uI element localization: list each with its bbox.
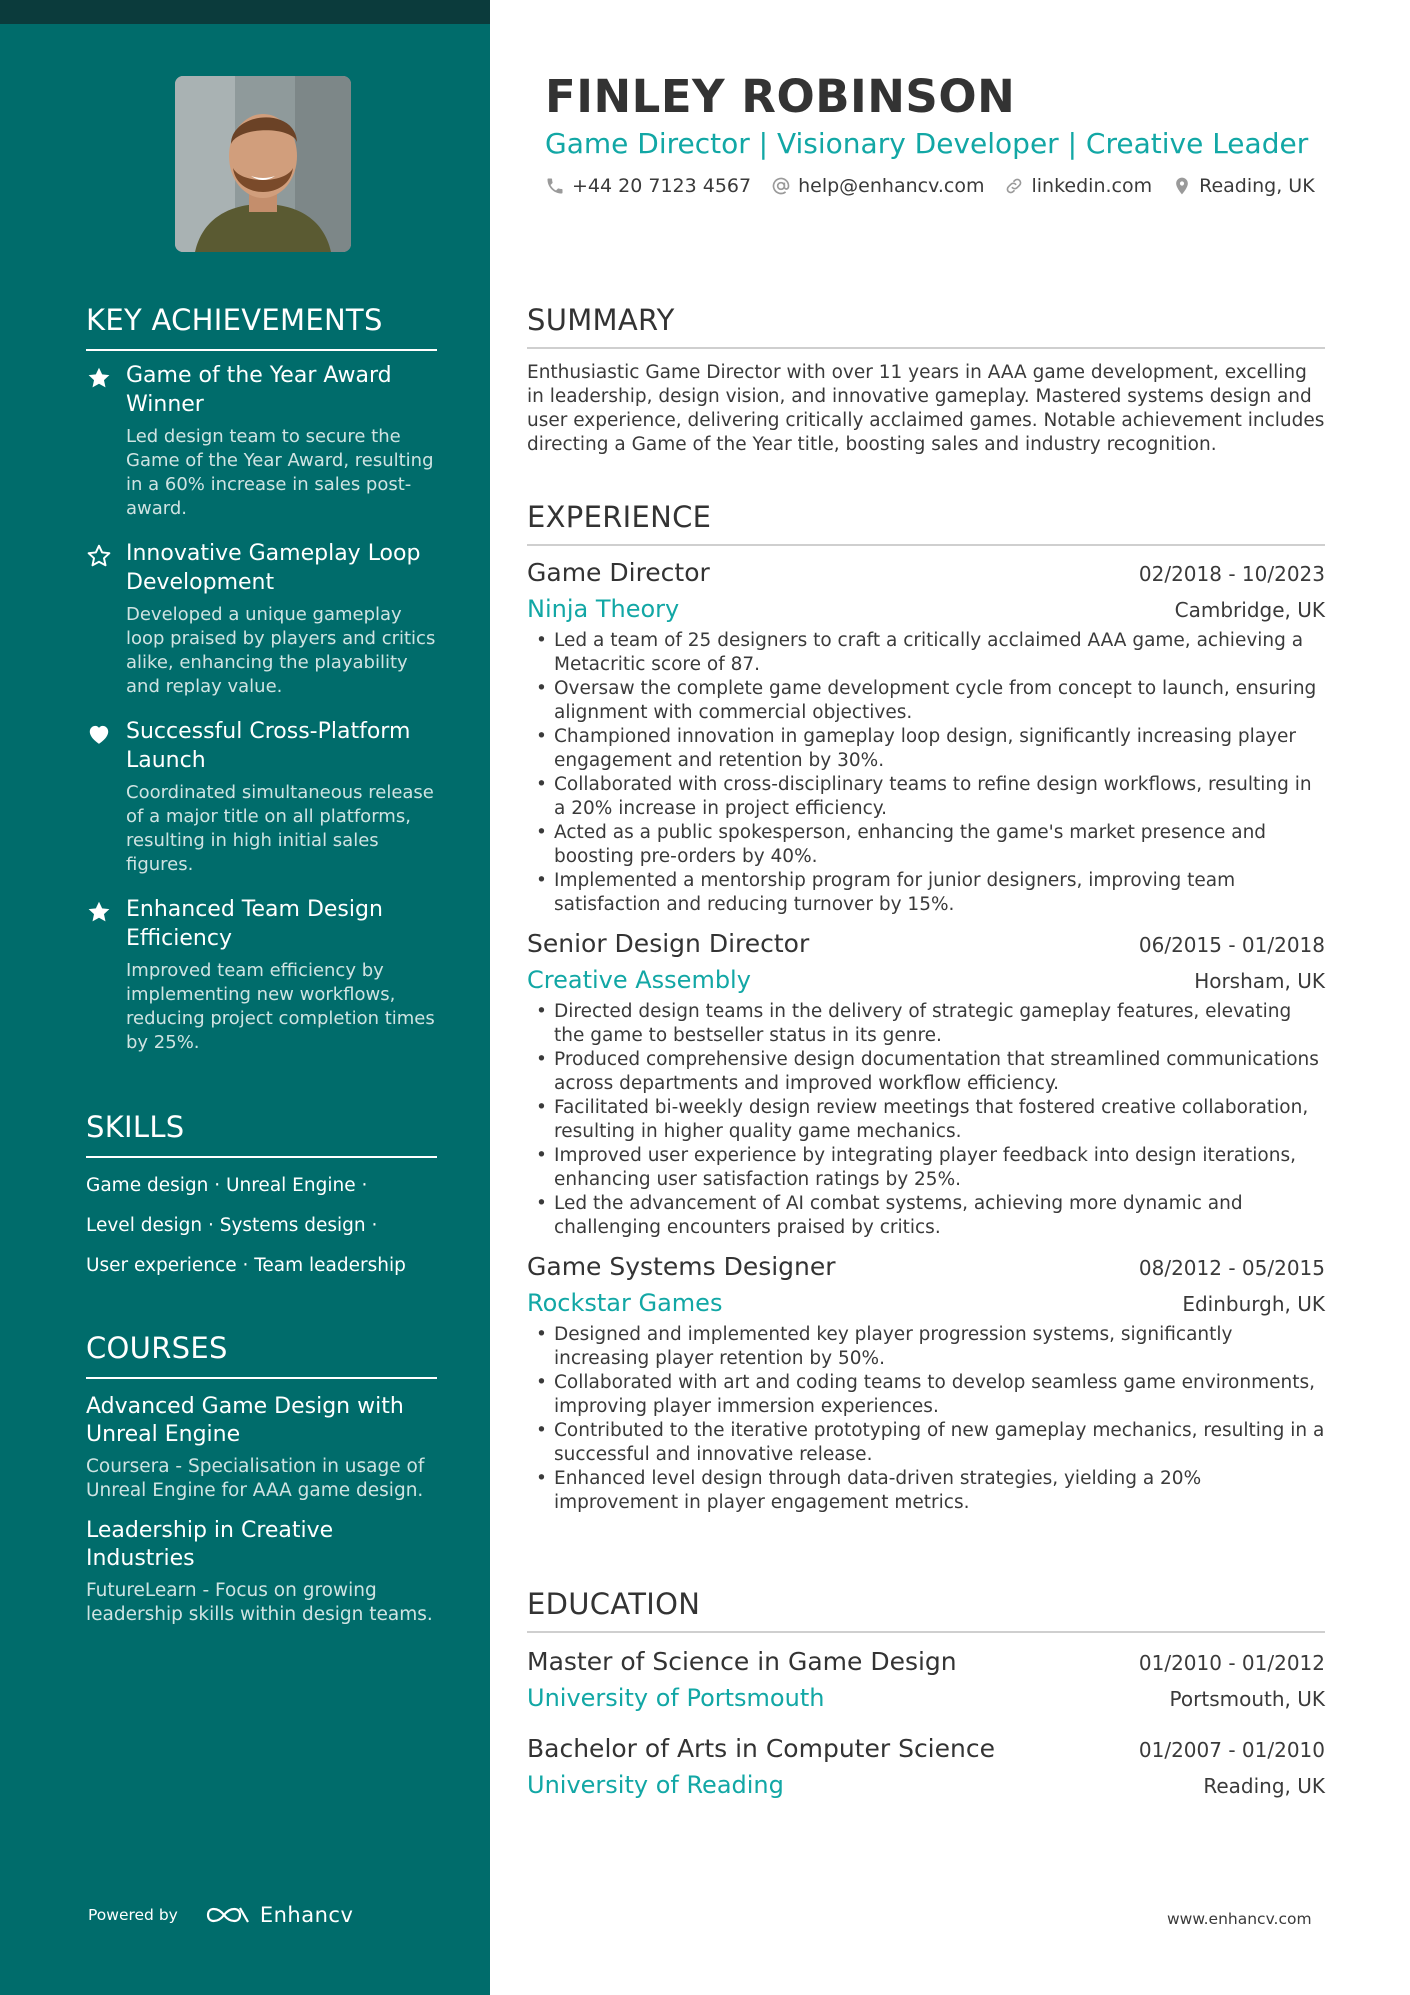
experience-title: EXPERIENCE (527, 500, 1325, 546)
job-bullet: • Collaborated with art and coding teams to develop seamless game environments, improving player immersion experiences. (527, 1371, 1325, 1419)
job-location: Cambridge, UK (1174, 598, 1325, 622)
linkedin-text: linkedin.com (1031, 175, 1153, 197)
course-item (86, 1517, 437, 1627)
summary-text: Enthusiastic Game Director with over 11 years in AAA game development, excelling in leadership, design vision, and innovative gameplay. Mastered systems design and user experience, delivering critically acclaimed games. Notable achievement includes directing a Game of the Year title, boosting sales and industry recognition. (527, 362, 1325, 455)
education-title: EDUCATION (527, 1587, 1325, 1633)
education-entry (527, 1647, 1325, 1712)
summary-title: SUMMARY (527, 303, 1325, 349)
job-bullet: • Led a team of 25 designers to craft a critically acclaimed AAA game, achieving a Metacritic score of 87. (527, 629, 1325, 677)
course-title: Advanced Game Design with Unreal Engine (86, 1394, 404, 1447)
job-bullet: • Collaborated with cross-disciplinary teams to refine design workflows, resulting in a 20% increase in project efficiency. (527, 773, 1325, 821)
achievement-item (86, 895, 437, 1055)
enhancv-logo-icon (204, 1902, 252, 1928)
achievement-description: Improved team efficiency by implementing new workflows, reducing project completion times by 25%. (126, 960, 435, 1053)
achievement-description: Coordinated simultaneous release of a major title on all platforms, resulting in high initial sales figures. (126, 782, 434, 875)
key-achievements-title: KEY ACHIEVEMENTS (86, 303, 437, 351)
school-location: Portsmouth, UK (1169, 1687, 1325, 1711)
contact-email[interactable] (771, 175, 984, 197)
course-description: Coursera - Specialisation in usage of Unreal Engine for AAA game design. (86, 1456, 425, 1501)
contact-location (1172, 175, 1315, 197)
candidate-tagline: Game Director | Visionary Developer | Creative Leader (545, 127, 1309, 160)
achievement-title: Successful Cross-Platform Launch (126, 719, 411, 773)
contact-phone[interactable] (545, 175, 751, 197)
link-icon (1004, 176, 1024, 196)
courses-title: COURSES (86, 1331, 437, 1379)
education-dates: 01/2007 - 01/2010 (1138, 1738, 1325, 1762)
experience-section (527, 500, 1325, 1515)
job-location: Edinburgh, UK (1182, 1292, 1325, 1316)
job-location: Horsham, UK (1194, 969, 1325, 993)
job-entry (527, 558, 1325, 917)
job-entry (527, 1252, 1325, 1515)
heart-icon (86, 721, 112, 747)
job-bullet: • Implemented a mentorship program for junior designers, improving team satisfaction and reducing turnover by 15%. (527, 869, 1325, 917)
email-text: help@enhancv.com (798, 175, 985, 197)
skills-title: SKILLS (86, 1110, 437, 1158)
degree-title: Master of Science in Game Design (527, 1647, 957, 1676)
sidebar-top-bar (0, 0, 490, 24)
brand-name: Enhancv (259, 1903, 354, 1927)
achievement-description: Developed a unique gameplay loop praised by players and critics alike, enhancing the playability and replay value. (126, 604, 436, 697)
job-dates: 08/2012 - 05/2015 (1138, 1256, 1325, 1280)
job-bullets (527, 629, 1325, 917)
skills-line: Level design · Systems design · (86, 1215, 378, 1236)
education-entry (527, 1734, 1325, 1799)
contact-bar (545, 175, 1335, 197)
achievement-title: Innovative Gameplay Loop Development (126, 541, 421, 595)
powered-by-label: Powered by (88, 1906, 178, 1924)
enhancv-logo[interactable] (204, 1902, 354, 1928)
company-name: Rockstar Games (527, 1289, 723, 1317)
job-bullet: • Improved user experience by integrating player feedback into design iterations, enhancing user satisfaction ratings by 25%. (527, 1144, 1325, 1192)
skills-line: User experience · Team leadership (86, 1255, 406, 1276)
achievement-description: Led design team to secure the Game of the Year Award, resulting in a 60% increase in sales post-award. (126, 426, 434, 519)
course-item (86, 1393, 437, 1503)
profile-photo (175, 76, 351, 252)
achievement-title: Game of the Year Award Winner (126, 363, 392, 417)
key-achievements-section (86, 303, 437, 1073)
job-bullet: • Produced comprehensive design documentation that streamlined communications across departments and improved workflow efficiency. (527, 1048, 1325, 1096)
powered-by (88, 1902, 353, 1928)
star-filled-icon (86, 365, 112, 391)
candidate-name: FINLEY ROBINSON (545, 70, 1016, 123)
phone-icon (545, 176, 565, 196)
contact-linkedin[interactable] (1004, 175, 1152, 197)
job-entry (527, 929, 1325, 1240)
job-title: Game Director (527, 558, 710, 587)
company-name: Ninja Theory (527, 595, 680, 623)
course-title: Leadership in Creative Industries (86, 1518, 334, 1571)
achievement-item (86, 717, 437, 877)
school-name: University of Reading (527, 1771, 784, 1799)
at-sign-icon (771, 176, 791, 196)
job-bullet: • Enhanced level design through data-driven strategies, yielding a 20% improvement in player engagement metrics. (527, 1467, 1325, 1515)
school-name: University of Portsmouth (527, 1684, 825, 1712)
achievement-title: Enhanced Team Design Efficiency (126, 897, 383, 951)
star-outline-icon (86, 543, 112, 569)
job-bullets (527, 1000, 1325, 1240)
job-bullet: • Contributed to the iterative prototyping of new gameplay mechanics, resulting in a successful and innovative release. (527, 1419, 1325, 1467)
achievement-item (86, 539, 437, 699)
phone-text: +44 20 7123 4567 (572, 175, 752, 197)
location-pin-icon (1172, 176, 1192, 196)
degree-title: Bachelor of Arts in Computer Science (527, 1734, 995, 1763)
course-description: FutureLearn - Focus on growing leadership skills within design teams. (86, 1580, 433, 1625)
job-bullet: • Oversaw the complete game development cycle from concept to launch, ensuring alignment with commercial objectives. (527, 677, 1325, 725)
sidebar (0, 0, 490, 1995)
summary-section (527, 303, 1325, 457)
job-dates: 06/2015 - 01/2018 (1138, 933, 1325, 957)
courses-section (86, 1331, 437, 1627)
education-section (527, 1587, 1325, 1799)
education-dates: 01/2010 - 01/2012 (1138, 1651, 1325, 1675)
job-dates: 02/2018 - 10/2023 (1138, 562, 1325, 586)
job-bullet: • Championed innovation in gameplay loop design, significantly increasing player engagement and retention by 30%. (527, 725, 1325, 773)
skills-line: Game design · Unreal Engine · (86, 1175, 368, 1196)
achievement-item (86, 361, 437, 521)
job-bullet: • Facilitated bi-weekly design review meetings that fostered creative collaboration, resulting in higher quality game mechanics. (527, 1096, 1325, 1144)
job-title: Senior Design Director (527, 929, 810, 958)
star-filled-icon (86, 899, 112, 925)
school-location: Reading, UK (1203, 1774, 1325, 1798)
skills-section (86, 1110, 437, 1278)
location-text: Reading, UK (1199, 175, 1315, 197)
job-bullet: • Directed design teams in the delivery of strategic gameplay features, elevating the game to bestseller status in its genre. (527, 1000, 1325, 1048)
job-bullets (527, 1323, 1325, 1515)
company-name: Creative Assembly (527, 966, 751, 994)
job-bullet: • Led the advancement of AI combat systems, achieving more dynamic and challenging encounters praised by critics. (527, 1192, 1325, 1240)
job-bullet: • Designed and implemented key player progression systems, significantly increasing player retention by 50%. (527, 1323, 1325, 1371)
job-title: Game Systems Designer (527, 1252, 836, 1281)
website-link[interactable]: www.enhancv.com (1167, 1910, 1312, 1928)
job-bullet: • Acted as a public spokesperson, enhancing the game's market presence and boosting pre-orders by 40%. (527, 821, 1325, 869)
